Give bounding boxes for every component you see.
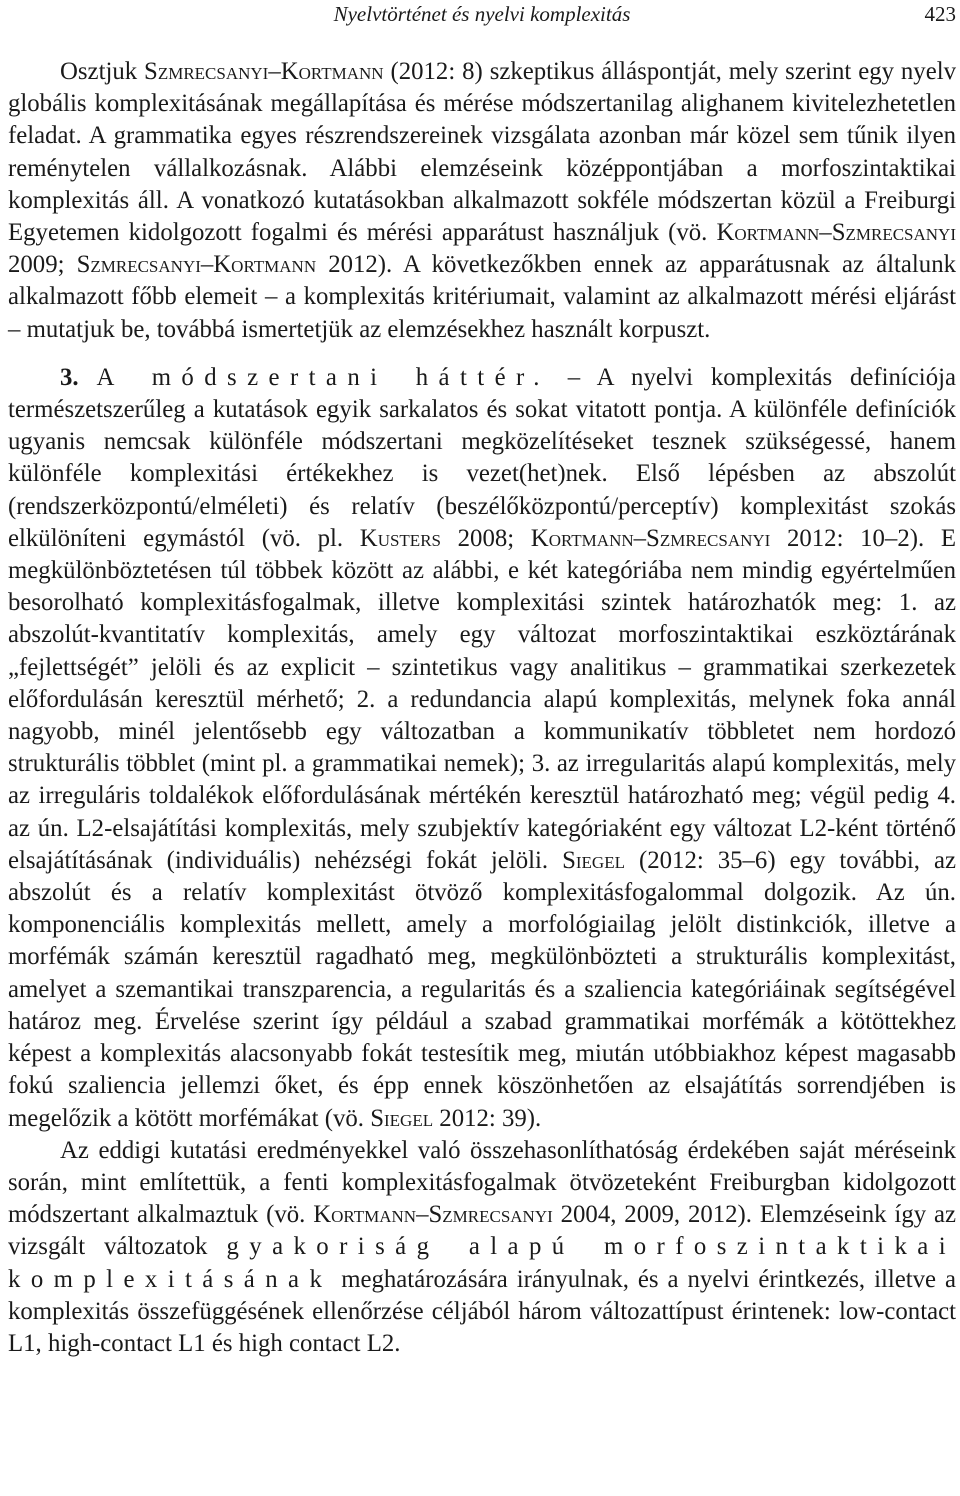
author-citation: Kortmann–Szmrecsanyi [530,524,771,552]
running-title: Nyelvtörténet és nyelvi komplexitás [333,2,631,26]
emphasized-term: gyakoriság alapú morfoszintaktikai komplexitásának [8,1233,957,1293]
body-text [8,56,956,1360]
document-page [8,0,956,1360]
author-citation: Szmrecsanyi–Kortmann [144,58,384,85]
text-run: (2012: 8) szkeptikus álláspontját, mely szerint egy nyelv globális komplexitásának megállapítása és mérése módszertanilag alighanem kivitelezhetetlen feladat. A grammatika egyes részrendszereinek vizsgálata azonban már közel sem tűnik ilyen reménytelen vállalkozásnak. Alábbi elemzéseink középpontjában a morfoszintaktikai komplexitás áll. A vonatkozó kutatásokban alkalmazott sokféle módszertan közül a Freiburgi Egyetemen kidolgozott fogalmi és mérési apparátust használjuk (vö. [8,58,956,247]
paragraph-methodology [8,362,956,1135]
page-header [8,2,956,32]
author-citation: Siegel [562,846,625,874]
text-run: 2004, 2009, 2012). Elemzéseink így az vizsgált változatok [8,1201,957,1261]
text-run: (2012: 35–6) egy további, az abszolút és a relatív komplexitást ötvöző komplexitásfogalommal dolgozik. Az ún. komponenciális komplexitás mellett, amely a morfológiailag jelölt distinkciók, illetve a morfémák számán keresztül ragadható meg, megkülönbözteti a strukturális komplexitást, amelyet a szemantikai transzparencia, a regularitás és a szaliencia kategóriáinak segítségével határoz meg. Érvelése szerint így például a szabad grammatikai morfémák a kötöttekhez képest a komplexitás alacsonyabb fokát testesítik meg, miután utóbbiakhoz képest magasabb fokú szaliencia jellemzi őket, és épp ennek köszönhetően az elsajátítás sorrendjében is megelőzik a kötött morfémákat (vö. [8,846,956,1132]
text-run: 2012: 39). [433,1104,542,1132]
paragraph-intro [8,56,956,346]
paragraph-measurement [8,1135,956,1360]
text-run: 2008; [440,524,531,552]
text-run: meghatározására irányulnak, és a nyelvi érintkezés, illetve a komplexitás összefüggésének ellenőrzése céljából három változattípust érintenek: low-contact L1, high-contact L1 és high contact L2. [8,1265,956,1357]
author-citation: Kortmann–Szmrecsanyi [716,219,956,247]
page-number: 423 [924,2,956,26]
text-run: 2012). A következőkben ennek az apparátusnak az általunk alkalmazott főbb elemeit – a komplexitás kritériumait, valamint az alkalmazott mérési eljárást – mutatjuk be, továbbá ismertetjük az elemzésekhez használt korpuszt. [8,251,957,343]
section-number: 3. [60,363,79,391]
author-citation: Szmrecsanyi–Kortmann [76,251,317,279]
text-run: 2012: 10–2). E megkülönböztetésen túl többek között az alábbi, e két kategóriába nem mindig egyértelműen besorolható komplexitásfogalmak, illetve komplexitási szintek határozhatók meg: 1. az abszolút-kvantitatív komplexitás, amely egy változat morfoszintaktikai eszköztárának „fejlettségét” jelöli és az explicit – szintetikus vagy analitikus – grammatikai szerkezetek előfordulásán keresztül mérhető; 2. a redundancia alapú komplexitás, melynek foka annál nagyobb, minél jelentősebb egy változatban a kommunikatív többletet nem hordozó strukturális többlet (mint pl. a grammatikai nemek); 3. az irregularitás alapú komplexitás, mely az irreguláris toldalékok előfordulásának mértékén keresztül határozható meg; végül pedig 4. az ún. L2-elsajátítási komplexitás, mely szubjektív kategóriaként egy változat L2-ként történő elsajátításának (individuális) nehézségi fokát jelöli. [8,524,956,874]
text-run: Az eddigi kutatási eredményekkel való összehasonlíthatóság érdekében saját méréseink során, mint említettük, a fenti komplexitásfogalmak ötvözeteként Freiburgban kidolgozott módszertant alkalmaztuk (vö. [8,1136,956,1229]
author-citation: Kusters [359,524,441,552]
author-citation: Siegel [370,1104,434,1132]
text-run: Osztjuk [60,58,145,85]
author-citation: Kortmann–Szmrecsanyi [313,1201,553,1229]
text-run: – A nyelvi komplexitás definíciója természetszerűleg a kutatások egyik sarkalatos és sokat vitatott pontja. A különféle definíciók ugyanis nemcsak különféle módszertani megközelítéseket tesznek szükségessé, hanem különféle komplexitási értékekhez is vezet(het)nek. Első lépésben az abszolút (rendszerközpontú/elméleti) és relatív (beszélőközpontú/perceptív) komplexitást szokás elkülöníteni egymástól (vö. pl. [8,363,956,552]
text-run: 2009; [8,251,77,279]
section-heading: A módszertani háttér. [96,363,550,391]
